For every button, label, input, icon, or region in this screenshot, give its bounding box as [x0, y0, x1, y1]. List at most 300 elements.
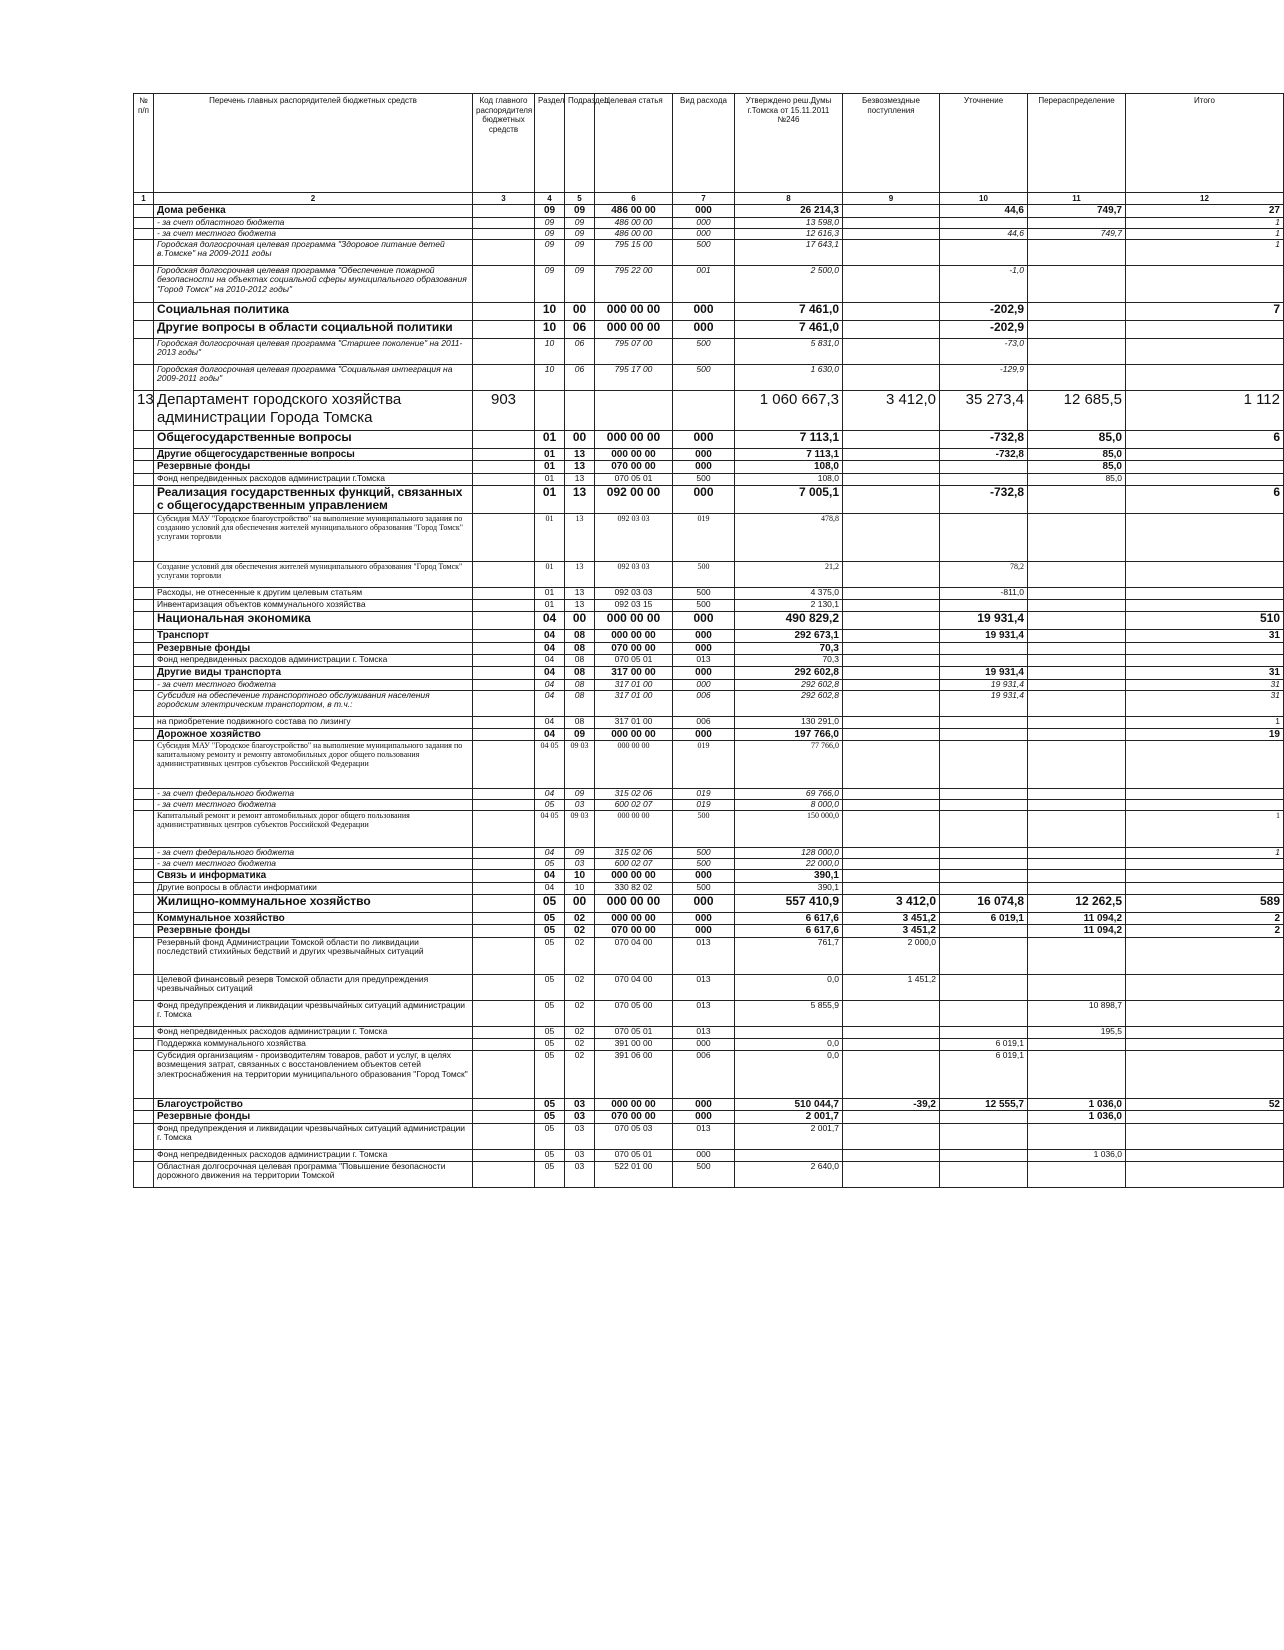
row-total	[1126, 562, 1284, 588]
row-code	[473, 925, 535, 938]
row-approved: 22 000,0	[735, 859, 843, 870]
row-redistribution	[1028, 217, 1126, 228]
row-code	[473, 239, 535, 265]
row-subsection: 13	[565, 600, 595, 612]
row-clarification	[940, 473, 1028, 485]
row-grants	[843, 600, 940, 612]
row-redistribution	[1028, 320, 1126, 338]
row-redistribution	[1028, 655, 1126, 667]
row-code	[473, 800, 535, 811]
row-grants: 1 451,2	[843, 974, 940, 1000]
row-approved: 128 000,0	[735, 848, 843, 859]
row-clarification	[940, 800, 1028, 811]
row-section: 04	[535, 728, 565, 741]
row-expense-type: 013	[673, 1123, 735, 1149]
row-subsection: 08	[565, 655, 595, 667]
row-approved: 390,1	[735, 870, 843, 883]
row-target	[595, 390, 673, 430]
row-name: Субсидия организациям - производителям товаров, работ и услуг, в целях возмещения затрат, связанных с восстановлением объектов сетей электроснабжения на территории муниципального образования "Город Томск"	[154, 1050, 473, 1098]
table-row	[134, 430, 1284, 448]
row-grants	[843, 1050, 940, 1098]
row-clarification	[940, 1111, 1028, 1124]
row-expense-type: 500	[673, 859, 735, 870]
row-subsection: 03	[565, 1123, 595, 1149]
row-target: 000 00 00	[595, 612, 673, 630]
row-expense-type: 000	[673, 485, 735, 514]
row-expense-type: 000	[673, 461, 735, 474]
row-section: 04	[535, 848, 565, 859]
row-subsection: 03	[565, 1161, 595, 1187]
row-target: 070 05 01	[595, 1149, 673, 1161]
row-number	[134, 612, 154, 630]
row-target: 070 05 01	[595, 473, 673, 485]
row-approved: 2 001,7	[735, 1111, 843, 1124]
col-header-approved: Утверждено реш.Думы г.Томска от 15.11.2011 №246	[735, 94, 843, 193]
table-row	[134, 811, 1284, 848]
row-approved: 6 617,6	[735, 925, 843, 938]
row-total: 31	[1126, 630, 1284, 643]
row-grants	[843, 217, 940, 228]
row-clarification	[940, 1161, 1028, 1187]
row-grants: 3 451,2	[843, 912, 940, 925]
row-approved: 2 130,1	[735, 600, 843, 612]
row-approved: 2 500,0	[735, 265, 843, 302]
row-clarification: 6 019,1	[940, 1050, 1028, 1098]
row-redistribution	[1028, 859, 1126, 870]
row-code	[473, 1098, 535, 1111]
row-expense-type: 001	[673, 265, 735, 302]
row-target: 000 00 00	[595, 912, 673, 925]
row-approved: 4 375,0	[735, 588, 843, 600]
row-code	[473, 870, 535, 883]
row-clarification: -129,9	[940, 364, 1028, 390]
row-code	[473, 600, 535, 612]
col-header-no: № п/п	[134, 94, 154, 193]
row-expense-type: 000	[673, 430, 735, 448]
row-name: Городская долгосрочная целевая программа "Старшее поколение" на 2011-2013 годы"	[154, 338, 473, 364]
table-row	[134, 630, 1284, 643]
table-row	[134, 882, 1284, 894]
row-grants	[843, 811, 940, 848]
row-total: 1	[1126, 848, 1284, 859]
row-code	[473, 690, 535, 716]
row-section: 05	[535, 1161, 565, 1187]
row-approved: 761,7	[735, 937, 843, 974]
row-grants	[843, 302, 940, 320]
row-total: 589	[1126, 894, 1284, 912]
row-number	[134, 655, 154, 667]
row-total	[1126, 600, 1284, 612]
row-target: 070 00 00	[595, 925, 673, 938]
row-total	[1126, 642, 1284, 655]
budget-sheet	[133, 93, 1280, 1188]
row-section: 05	[535, 1098, 565, 1111]
row-section: 04	[535, 630, 565, 643]
row-approved: 7 005,1	[735, 485, 843, 514]
row-total	[1126, 870, 1284, 883]
row-section: 05	[535, 937, 565, 974]
row-name: Резервные фонды	[154, 1111, 473, 1124]
table-row	[134, 228, 1284, 239]
table-row	[134, 912, 1284, 925]
row-target: 795 17 00	[595, 364, 673, 390]
row-approved: 557 410,9	[735, 894, 843, 912]
row-expense-type: 500	[673, 882, 735, 894]
row-grants: -39,2	[843, 1098, 940, 1111]
row-subsection: 09	[565, 228, 595, 239]
row-subsection: 09	[565, 239, 595, 265]
row-number	[134, 630, 154, 643]
row-expense-type: 000	[673, 205, 735, 218]
table-row	[134, 600, 1284, 612]
row-name: Инвентаризация объектов коммунального хозяйства	[154, 600, 473, 612]
colnum: 8	[735, 193, 843, 205]
row-target: 391 00 00	[595, 1038, 673, 1050]
row-subsection: 08	[565, 667, 595, 680]
row-redistribution: 11 094,2	[1028, 925, 1126, 938]
row-approved: 7 461,0	[735, 320, 843, 338]
row-number	[134, 937, 154, 974]
row-clarification	[940, 655, 1028, 667]
row-number	[134, 642, 154, 655]
row-code	[473, 612, 535, 630]
row-target: 330 82 02	[595, 882, 673, 894]
row-total	[1126, 1050, 1284, 1098]
row-name: Национальная экономика	[154, 612, 473, 630]
table-row	[134, 655, 1284, 667]
row-name: Социальная политика	[154, 302, 473, 320]
row-expense-type: 019	[673, 741, 735, 789]
row-approved: 77 766,0	[735, 741, 843, 789]
row-grants	[843, 265, 940, 302]
row-number	[134, 800, 154, 811]
col-header-redistribution: Перераспределение	[1028, 94, 1126, 193]
row-name: Фонд предупреждения и ликвидации чрезвычайных ситуаций администрации г. Томска	[154, 1000, 473, 1026]
row-approved: 2 640,0	[735, 1161, 843, 1187]
row-number	[134, 882, 154, 894]
row-code	[473, 205, 535, 218]
row-subsection: 03	[565, 1149, 595, 1161]
row-number	[134, 716, 154, 728]
row-redistribution	[1028, 612, 1126, 630]
row-expense-type: 006	[673, 690, 735, 716]
row-code	[473, 728, 535, 741]
row-approved: 292 673,1	[735, 630, 843, 643]
table-row	[134, 848, 1284, 859]
row-target: 000 00 00	[595, 448, 673, 461]
row-grants: 3 412,0	[843, 390, 940, 430]
colnum: 4	[535, 193, 565, 205]
row-number	[134, 1123, 154, 1149]
table-row	[134, 1050, 1284, 1098]
row-name: - за счет федерального бюджета	[154, 848, 473, 859]
row-subsection: 00	[565, 430, 595, 448]
row-subsection: 09	[565, 217, 595, 228]
row-total: 2	[1126, 912, 1284, 925]
row-number	[134, 302, 154, 320]
row-expense-type: 006	[673, 716, 735, 728]
row-section: 01	[535, 588, 565, 600]
row-name: Субсидия на обеспечение транспортного обслуживания населения городским электрическим транспортом, в т.ч.:	[154, 690, 473, 716]
table-row	[134, 667, 1284, 680]
row-approved: 108,0	[735, 461, 843, 474]
row-expense-type: 000	[673, 1098, 735, 1111]
table-row	[134, 612, 1284, 630]
colnum: 6	[595, 193, 673, 205]
row-approved: 197 766,0	[735, 728, 843, 741]
row-clarification: -202,9	[940, 320, 1028, 338]
row-subsection: 06	[565, 364, 595, 390]
row-redistribution	[1028, 630, 1126, 643]
row-subsection: 10	[565, 882, 595, 894]
row-code	[473, 912, 535, 925]
row-target: 317 00 00	[595, 667, 673, 680]
row-clarification	[940, 974, 1028, 1000]
row-target: 070 00 00	[595, 461, 673, 474]
row-approved: 0,0	[735, 1038, 843, 1050]
row-section: 09	[535, 217, 565, 228]
row-subsection: 09 03	[565, 811, 595, 848]
row-section: 01	[535, 448, 565, 461]
row-expense-type: 000	[673, 642, 735, 655]
row-total	[1126, 1026, 1284, 1038]
row-code	[473, 448, 535, 461]
row-section: 04	[535, 882, 565, 894]
row-total	[1126, 974, 1284, 1000]
row-redistribution	[1028, 974, 1126, 1000]
row-name: Резервный фонд Администрации Томской области по ликвидации последствий стихийных бедствий и других чрезвычайных ситуаций	[154, 937, 473, 974]
row-clarification: -811,0	[940, 588, 1028, 600]
row-subsection: 13	[565, 514, 595, 562]
row-expense-type: 500	[673, 811, 735, 848]
row-code	[473, 228, 535, 239]
table-row	[134, 800, 1284, 811]
row-subsection: 02	[565, 1026, 595, 1038]
row-code	[473, 217, 535, 228]
row-redistribution: 1 036,0	[1028, 1111, 1126, 1124]
row-clarification	[940, 882, 1028, 894]
row-number	[134, 1038, 154, 1050]
table-row	[134, 642, 1284, 655]
row-subsection: 13	[565, 588, 595, 600]
table-row	[134, 302, 1284, 320]
row-section: 05	[535, 1149, 565, 1161]
row-code	[473, 1161, 535, 1187]
row-approved: 6 617,6	[735, 912, 843, 925]
table-row	[134, 1026, 1284, 1038]
row-grants	[843, 1026, 940, 1038]
row-redistribution: 1 036,0	[1028, 1098, 1126, 1111]
row-expense-type: 019	[673, 789, 735, 800]
row-redistribution	[1028, 562, 1126, 588]
table-body	[134, 205, 1284, 1188]
table-row	[134, 562, 1284, 588]
row-total: 1	[1126, 239, 1284, 265]
row-total	[1126, 1000, 1284, 1026]
row-grants	[843, 588, 940, 600]
table-row	[134, 461, 1284, 474]
row-approved: 490 829,2	[735, 612, 843, 630]
row-approved: 7 113,1	[735, 448, 843, 461]
row-grants	[843, 448, 940, 461]
table-row	[134, 448, 1284, 461]
row-grants	[843, 1111, 940, 1124]
row-name: Областная долгосрочная целевая программа "Повышение безопасности дорожного движения на территории Томской	[154, 1161, 473, 1187]
row-target: 070 05 01	[595, 1026, 673, 1038]
row-name: - за счет местного бюджета	[154, 228, 473, 239]
row-redistribution	[1028, 338, 1126, 364]
row-clarification: 6 019,1	[940, 912, 1028, 925]
row-grants: 3 451,2	[843, 925, 940, 938]
row-redistribution	[1028, 588, 1126, 600]
row-approved: 70,3	[735, 655, 843, 667]
row-subsection: 02	[565, 937, 595, 974]
row-number	[134, 667, 154, 680]
row-clarification: -732,8	[940, 485, 1028, 514]
row-number	[134, 217, 154, 228]
row-redistribution	[1028, 1038, 1126, 1050]
row-redistribution: 749,7	[1028, 205, 1126, 218]
row-redistribution	[1028, 937, 1126, 974]
row-total	[1126, 741, 1284, 789]
row-expense-type: 013	[673, 1026, 735, 1038]
row-name: Департамент городского хозяйства администрации Города Томска	[154, 390, 473, 430]
row-redistribution	[1028, 789, 1126, 800]
row-total: 1	[1126, 217, 1284, 228]
row-redistribution: 11 094,2	[1028, 912, 1126, 925]
row-number	[134, 679, 154, 690]
row-total	[1126, 320, 1284, 338]
row-code: 903	[473, 390, 535, 430]
row-subsection: 08	[565, 690, 595, 716]
row-approved: 17 643,1	[735, 239, 843, 265]
row-name: Связь и информатика	[154, 870, 473, 883]
row-number	[134, 485, 154, 514]
row-name: Капитальный ремонт и ремонт автомобильных дорог общего пользования административных центров субъектов Российской Федерации	[154, 811, 473, 848]
table-row	[134, 588, 1284, 600]
budget-table	[133, 93, 1284, 1188]
row-name: - за счет федерального бюджета	[154, 789, 473, 800]
row-name: Реализация государственных функций, связанных с общегосударственным управлением	[154, 485, 473, 514]
row-expense-type: 000	[673, 1111, 735, 1124]
row-expense-type: 000	[673, 448, 735, 461]
row-expense-type: 013	[673, 937, 735, 974]
row-section: 05	[535, 1038, 565, 1050]
col-header-clarification: Уточнение	[940, 94, 1028, 193]
row-section: 04 05	[535, 741, 565, 789]
row-code	[473, 1111, 535, 1124]
row-code	[473, 642, 535, 655]
row-clarification: 19 931,4	[940, 630, 1028, 643]
row-number	[134, 600, 154, 612]
row-name: Расходы, не отнесенные к другим целевым статьям	[154, 588, 473, 600]
row-redistribution: 12 262,5	[1028, 894, 1126, 912]
colnum: 12	[1126, 193, 1284, 205]
row-code	[473, 716, 535, 728]
row-target: 317 01 00	[595, 690, 673, 716]
row-total: 1	[1126, 811, 1284, 848]
table-row	[134, 679, 1284, 690]
row-target: 070 05 00	[595, 1000, 673, 1026]
row-total: 6	[1126, 485, 1284, 514]
row-redistribution: 85,0	[1028, 473, 1126, 485]
row-total	[1126, 1038, 1284, 1050]
row-target: 795 07 00	[595, 338, 673, 364]
row-clarification	[940, 811, 1028, 848]
table-row	[134, 485, 1284, 514]
colnum: 11	[1028, 193, 1126, 205]
row-subsection: 09	[565, 728, 595, 741]
row-grants	[843, 716, 940, 728]
row-approved	[735, 1026, 843, 1038]
row-name: Дома ребенка	[154, 205, 473, 218]
row-clarification	[940, 600, 1028, 612]
row-approved: 292 602,8	[735, 690, 843, 716]
row-subsection: 02	[565, 912, 595, 925]
row-subsection: 13	[565, 562, 595, 588]
row-clarification	[940, 937, 1028, 974]
row-grants	[843, 789, 940, 800]
row-redistribution	[1028, 882, 1126, 894]
col-header-total: Итого	[1126, 94, 1284, 193]
row-subsection: 13	[565, 461, 595, 474]
row-approved: 7 461,0	[735, 302, 843, 320]
row-name: Благоустройство	[154, 1098, 473, 1111]
row-name: Фонд непредвиденных расходов администрации г. Томска	[154, 1026, 473, 1038]
row-number	[134, 859, 154, 870]
row-expense-type: 019	[673, 800, 735, 811]
row-grants	[843, 228, 940, 239]
row-target: 600 02 07	[595, 800, 673, 811]
row-number	[134, 848, 154, 859]
row-code	[473, 741, 535, 789]
row-section: 05	[535, 974, 565, 1000]
row-section: 04	[535, 655, 565, 667]
row-name: Резервные фонды	[154, 461, 473, 474]
row-approved: 2 001,7	[735, 1123, 843, 1149]
row-target: 486 00 00	[595, 228, 673, 239]
row-total: 52	[1126, 1098, 1284, 1111]
row-target: 070 00 00	[595, 1111, 673, 1124]
row-section: 04	[535, 690, 565, 716]
row-number	[134, 690, 154, 716]
row-approved: 108,0	[735, 473, 843, 485]
row-total	[1126, 655, 1284, 667]
row-code	[473, 430, 535, 448]
row-code	[473, 848, 535, 859]
row-approved: 21,2	[735, 562, 843, 588]
row-clarification: 78,2	[940, 562, 1028, 588]
row-expense-type: 000	[673, 728, 735, 741]
row-approved: 26 214,3	[735, 205, 843, 218]
row-subsection: 02	[565, 1038, 595, 1050]
col-header-name: Перечень главных распорядителей бюджетных средств	[154, 94, 473, 193]
row-number	[134, 588, 154, 600]
row-expense-type: 000	[673, 217, 735, 228]
row-clarification: 6 019,1	[940, 1038, 1028, 1050]
row-redistribution: 10 898,7	[1028, 1000, 1126, 1026]
row-target: 486 00 00	[595, 217, 673, 228]
row-redistribution: 749,7	[1028, 228, 1126, 239]
row-grants	[843, 612, 940, 630]
row-code	[473, 302, 535, 320]
row-section: 09	[535, 239, 565, 265]
table-row	[134, 1123, 1284, 1149]
row-redistribution: 85,0	[1028, 448, 1126, 461]
colnum: 3	[473, 193, 535, 205]
table-row	[134, 265, 1284, 302]
row-name: Резервные фонды	[154, 642, 473, 655]
